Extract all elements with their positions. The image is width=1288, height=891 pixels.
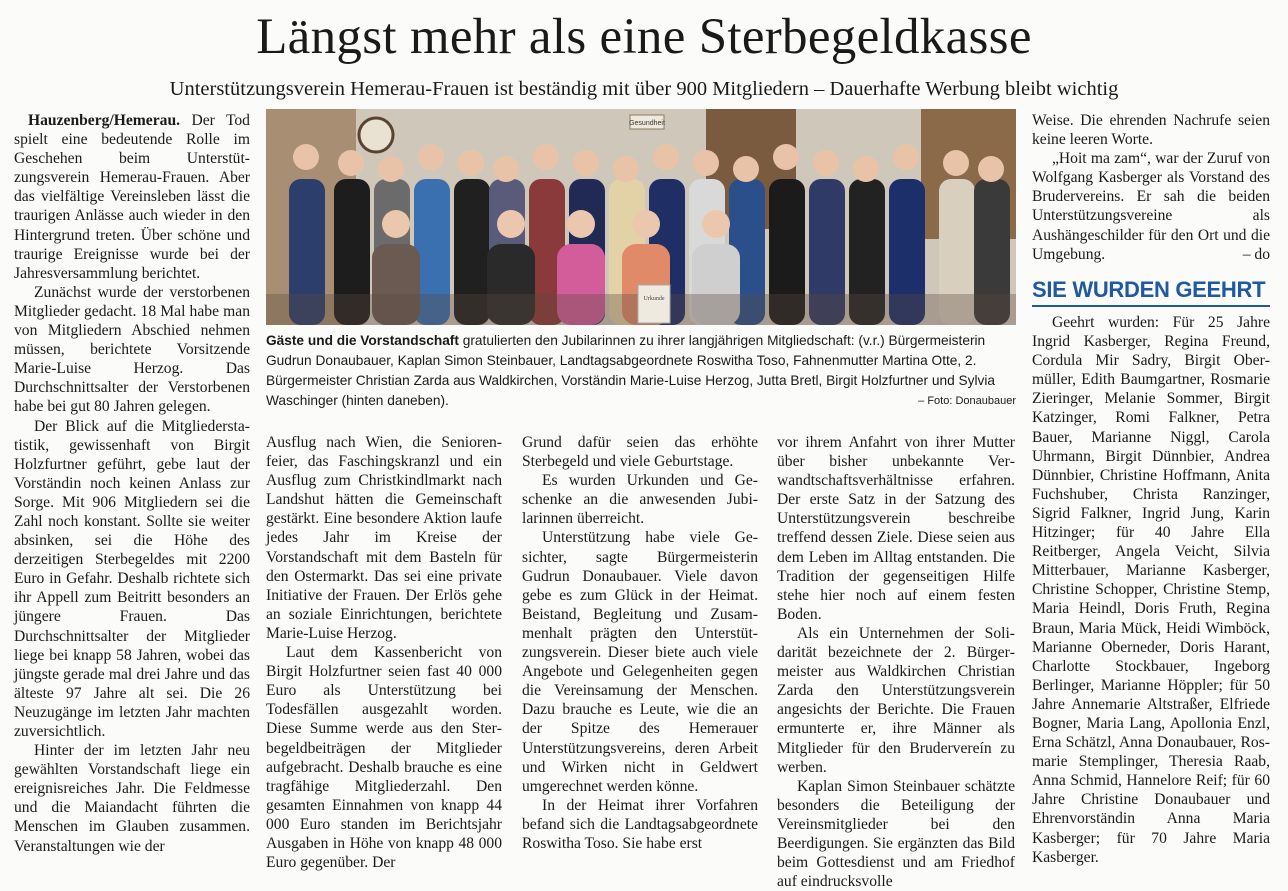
paragraph-text: „Hoit ma zam“, war der Zuruf von Wolfgang Kasberger als Vorstand des Brudervereins. Er sah die beiden Unterstützungsvereine als Aushängeschilder für den Ort und die Umgebung. (1032, 150, 1270, 263)
caption-text: gratulierten den Jubilarinnen zu ihrer langjährigen Mitgliedschaft: (v.r.) Bürgermeisterin Gudrun Donaubauer, Kaplan Simon Steinbauer, Landtagsabgeordnete Roswitha Toso, Fahnenmutter Martina Otte, 2. Bürgermeister Christian Zarda aus Waldkirchen, Vorständin Marie-Luise Herzog, Jutta Bretl, Birgit Holzfurtner und Sylvia Waschinger (hinten daneben). (266, 333, 996, 408)
person-head (978, 156, 1004, 182)
person-head (632, 210, 660, 238)
person-head (893, 144, 919, 170)
honorees-box-title: SIE WURDEN GEEHRT (1032, 277, 1266, 302)
wall-sign-text: Gesundheit (629, 120, 665, 127)
person-head (382, 210, 410, 238)
paragraph: Ausflug nach Wien, die Seniorenfeier, das Faschingskranzl und ein Ausflug zum Christkindlmarkt nach Landshut hätten die Gemeinschaft gestärkt. Eine besondere Aktion laufe jedes Jahr im Kreise der Vorstandschaft mit dem Basteln für den Ostermarkt. Das sei eine private Initiative der Frauen. Der Erlös gehe an soziale Einrichtungen, berichtete Marie-Luise Herzog. (266, 434, 502, 642)
paragraph: vor ihrem Anfahrt von ihrer Mutter über bisher unbekannte Verwandtschaftsverhältnisse erfahren. Der erste Satz in der Satzung des Unterstützungsverein beschreibe treffend dessen Ziele. Diese seien aus dem Leben im Alltag entstanden. Die Tradition der gegenseitigen Hilfe stehe hier noch auf einem festen Boden. (777, 434, 1015, 623)
paragraph: Unterstützung habe viele Gesichter, sagte Bürgermeisterin Gudrun Donaubauer. Viele davon gebe es zum Glück in der Heimat. Beistand, Begleitung und Zusammenhalt prägten den Unterstützungsverein. Dieser biete auch viele Angebote und Gelegenheiten gegen die Vereinsamung der Menschen. Dazu brauche es Leute, wie die an der Spitze des Hemerauer Unterstützungsvereins, deren Arbeit und Wirken nicht in Geldwert umgerechnet werden könne. (522, 529, 758, 795)
person-head (378, 156, 404, 182)
person-head (497, 210, 525, 238)
paragraph: Laut dem Kassenbericht von Birgit Holzfurtner seien fast 40 000 Euro als Unterstützung bei Todesfällen ausgezahlt worden. Diese Summe werde aus den Sterbegeldbeiträgen der Mitglieder aufgebracht. Deshalb brauche es eine tragfähige Mitgliederzahl. Den gesamten Einnahmen von knapp 44 000 Euro standen im Berichtsjahr Ausgaben in Höhe von knapp 48 000 Euro gegenüber. Der (266, 644, 502, 872)
article-column-4 (777, 433, 1015, 891)
article-column-1 (14, 111, 250, 856)
paragraph: Grund dafür seien das erhöhte Sterbegeld und viele Geburtstage. (522, 434, 758, 471)
paragraph-text: Der Tod spielt eine bedeutende Rolle im Geschehen beim Unterstützungsverein Hemerau-Frauen. Aber das vielfältige Vereinsleben lässt die traurigen Anlässe auch wieder in den Hintergrund treten. Über schöne und traurige Ereignisse wurde bei der Jahresversammlung berichtet. (14, 112, 250, 282)
photo-caption (266, 331, 1016, 411)
person-head (813, 150, 839, 176)
person-head (493, 156, 519, 182)
person-head (773, 144, 799, 170)
person-head (293, 144, 319, 170)
person-head (533, 144, 559, 170)
article-column-2 (266, 433, 502, 872)
author-signature: – do (1242, 245, 1270, 263)
person-head (653, 144, 679, 170)
honorees-box-rule (1032, 305, 1270, 307)
person-head (338, 150, 364, 176)
article-column-3 (522, 433, 758, 853)
person-head (458, 150, 484, 176)
dateline: Hauzenberg/Hemerau. (28, 112, 181, 129)
paragraph: Hinter der im letzten Jahr neu gewählten Vorstandschaft liege ein ereignisreiches Jahr. Die Feldmesse und die Maiandacht führten die Menschen im Glauben zusammen. Veranstaltungen wie der (14, 742, 250, 855)
person-head (943, 150, 969, 176)
certificate-text: Urkunde (643, 296, 665, 302)
paragraph: Weise. Die ehrenden Nachrufe seien keine leeren Worte. (1032, 112, 1270, 149)
paragraph: In der Heimat ihrer Vorfahren befand sich die Landtagsabgeordnete Roswitha Toso. Sie habe erst (522, 796, 758, 852)
group-photo (266, 109, 1016, 325)
paragraph: Zunächst wurde der verstorbenen Mitglieder gedacht. 18 Mal habe man von Mitgliedern Abschied nehmen müssen, berichtete Vorsitzende Marie-Luise Herzog. Das Durchschnittsalter der Verstorbenen habe bei gut 80 Jahren gelegen. (14, 283, 250, 416)
paragraph (14, 111, 250, 283)
group-photo-illustration (266, 109, 1016, 325)
paragraph: Geehrt wurden: Für 25 Jahre Ingrid Kasberger, Regina Freund, Cordula Mir Sadry, Birgit Obermüller, Edith Baumgartner, Rosmarie Zieringer, Melanie Sommer, Birgit Katzinger, Romi Falkner, Petra Bauer, Marianne Niggl, Carola Uhrmann, Birgit Dünnbier, Andrea Dünnbier, Christine Hoffmann, Anita Fuchshuber, Christa Ranzinger, Sigrid Falkner, Ingrid Jung, Karin Hitzinger; für 40 Jahre Ella Reitberger, Angela Veicht, Silvia Mitterbauer, Marianne Kasberger, Christine Schopper, Christine Stemp, Maria Heindl, Doris Fruth, Regina Braun, Maria Mück, Heidi Wimböck, Marianne Oberneder, Doris Harant, Charlotte Stockbauer, Ingeborg Berlinger, Marianne Höppler; für 50 Jahre Annemarie Altstraßer, Elfriede Bogner, Maria Lang, Apollonia Enzl, Erna Schätzl, Anna Donaubauer, Rosmarie Stemplinger, Theresia Raab, Anna Schmid, Hannelore Reif; für 60 Jahre Christine Donaubauer und Ehrenvorständin Anna Maria Kasberger; für 70 Jahre Maria Kasberger. (1032, 314, 1270, 866)
caption-lead: Gäste und die Vorstandschaft (266, 333, 459, 348)
paragraph: Als ein Unternehmen der Solidarität bezeichnete der 2. Bürgermeister aus Waldkirchen Christian Zarda den Unterstützungsverein angesichts der Berichte. Die Frauen ermunterte er, ihre Männer als Mitglieder für den Brudervereín zu werben. (777, 624, 1015, 776)
paragraph: Der Blick auf die Mitgliederstatistik, gewissenhaft von Birgit Holzfurtner geführt, gebe laut der Vorständin noch keinen Anlass zur Sorge. Mit 906 Mitgliedern sei die Zahl noch konstant. Sollte sie weiter absinken, sei die Höhe des derzeitigen Sterbegeldes mit 2200 Euro in Gefahr. Deshalb richtete sich ihr Appell zum Beitritt besonders an jüngere Frauen. Das Durchschnittsalter der Mitglieder liege bei knapp 58 Jahren, wobei das jüngste gerade mal drei Jahre und das älteste 97 Jahre alt sei. Die 26 Neuzugänge im letzten Jahr machten zuversichtlich. (14, 417, 250, 740)
headline: Längst mehr als eine Sterbegeldkasse (256, 9, 1032, 65)
photo-credit: – Foto: Donaubauer (918, 395, 1016, 407)
person-head (702, 210, 730, 238)
person-head (733, 156, 759, 182)
honorees-box-text (1032, 313, 1270, 867)
paragraph: Es wurden Urkunden und Geschenke an die anwesenden Jubilarinnen überreicht. (522, 472, 758, 528)
person-head (567, 210, 595, 238)
paragraph (1032, 149, 1270, 264)
person-head (573, 150, 599, 176)
subheadline: Unterstützungsverein Hemerau-Frauen ist beständig mit über 900 Mitgliedern – Dauerhafte Werbung bleibt wichtig (169, 78, 1119, 100)
article-column-5 (1032, 111, 1270, 264)
person-head (853, 156, 879, 182)
paragraph: Kaplan Simon Steinbauer schätzte besonders die Beteiligung der Vereinsmitglieder bei den Beerdigungen. Sie ergänzten das Bild beim Gottesdienst und am Friedhof auf eindrucksvolle (777, 777, 1015, 891)
person-head (613, 156, 639, 182)
person-head (418, 144, 444, 170)
person-head (693, 150, 719, 176)
